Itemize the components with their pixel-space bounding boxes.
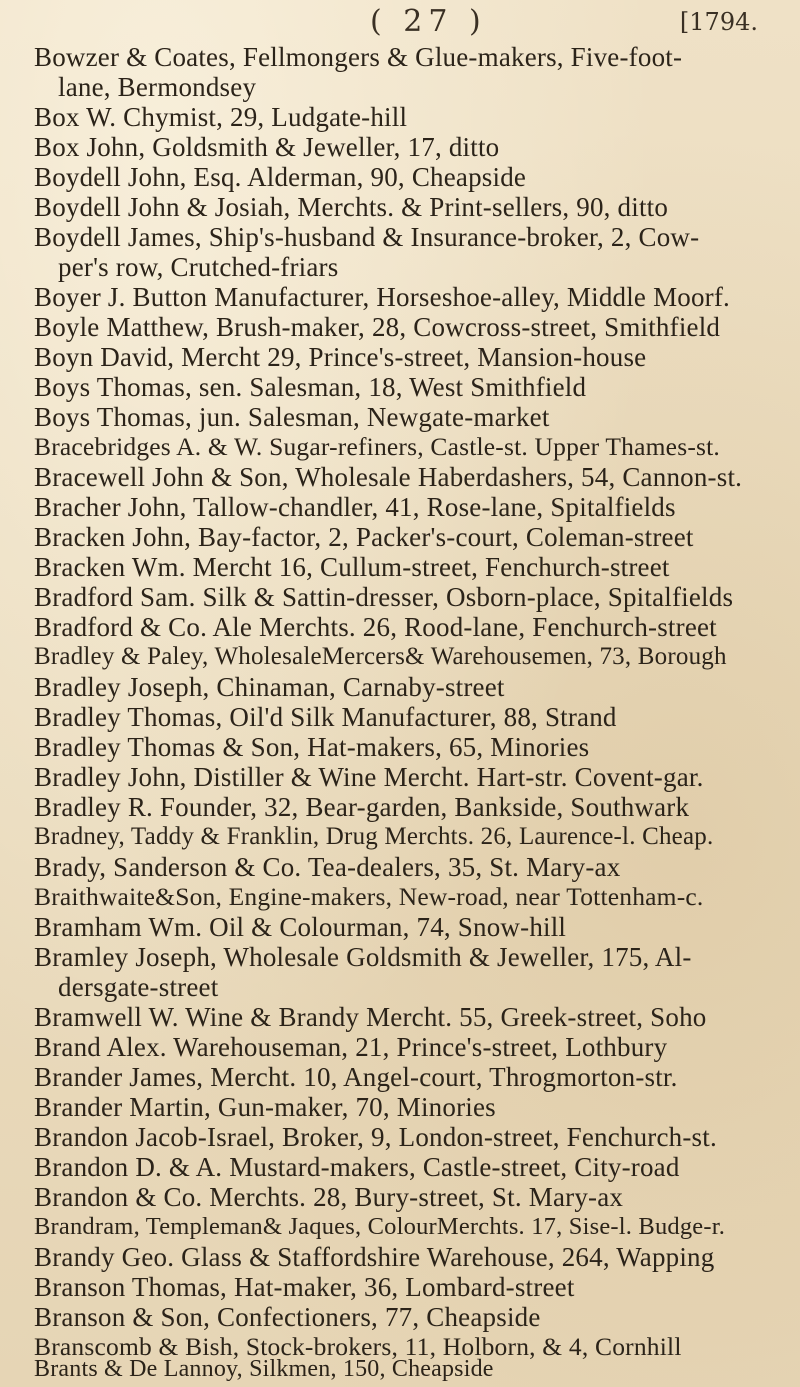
- directory-entry: Boys Thomas, sen. Salesman, 18, West Smithfield: [34, 372, 587, 402]
- directory-entry: Bracebridges A. & W. Sugar-refiners, Castle-st. Upper Thames-st.: [34, 432, 720, 461]
- directory-entry: Brandon D. & A. Mustard-makers, Castle-street, City-road: [34, 1152, 680, 1182]
- directory-entry: Boydell James, Ship's-husband & Insurance-broker, 2, Cow-: [34, 222, 700, 252]
- directory-entry: Bradley & Paley, WholesaleMercers& Warehousemen, 73, Borough: [34, 643, 727, 670]
- directory-entry: Boyle Matthew, Brush-maker, 28, Cowcross-street, Smithfield: [34, 312, 721, 342]
- directory-entry: Box John, Goldsmith & Jeweller, 17, ditto: [34, 132, 500, 162]
- directory-entry: Boydell John, Esq. Alderman, 90, Cheapside: [34, 162, 527, 192]
- directory-entry: Bramley Joseph, Wholesale Goldsmith & Jeweller, 175, Al-: [34, 942, 692, 972]
- directory-entry: Bradley Thomas & Son, Hat-makers, 65, Minories: [34, 732, 590, 762]
- directory-entry: Bradford Sam. Silk & Sattin-dresser, Osborn-place, Spitalfields: [34, 582, 734, 612]
- directory-entry: lane, Bermondsey: [58, 72, 257, 102]
- directory-entry: Boyer J. Button Manufacturer, Horseshoe-alley, Middle Moorf.: [34, 282, 731, 312]
- page-number: ( 27 ): [370, 4, 487, 39]
- page-year: [1794.: [679, 8, 758, 36]
- directory-entry: Brandon & Co. Merchts. 28, Bury-street, St. Mary-ax: [34, 1182, 624, 1212]
- directory-entry: Brander Martin, Gun-maker, 70, Minories: [34, 1092, 496, 1122]
- directory-entry: Bracher John, Tallow-chandler, 41, Rose-lane, Spitalfields: [34, 492, 676, 522]
- directory-entry: Brady, Sanderson & Co. Tea-dealers, 35, St. Mary-ax: [34, 852, 621, 882]
- directory-entry: Bradley Joseph, Chinaman, Carnaby-street: [34, 672, 505, 702]
- directory-entry: Bradford & Co. Ale Merchts. 26, Rood-lane, Fenchurch-street: [34, 612, 717, 642]
- directory-entry: Bracewell John & Son, Wholesale Haberdashers, 54, Cannon-st.: [34, 462, 743, 492]
- directory-entry: Branson Thomas, Hat-maker, 36, Lombard-street: [34, 1272, 575, 1302]
- directory-entry: Bowzer & Coates, Fellmongers & Glue-makers, Five-foot-: [34, 42, 683, 72]
- directory-entry: Branscomb & Bish, Stock-brokers, 11, Holborn, & 4, Cornhill: [34, 1332, 682, 1361]
- directory-entry: Brand Alex. Warehouseman, 21, Prince's-street, Lothbury: [34, 1032, 668, 1062]
- directory-entry: Bradley R. Founder, 32, Bear-garden, Bankside, Southwark: [34, 792, 690, 822]
- directory-entry: Boyn David, Mercht 29, Prince's-street, Mansion-house: [34, 342, 647, 372]
- directory-entry: Brandy Geo. Glass & Staffordshire Warehouse, 264, Wapping: [34, 1242, 715, 1272]
- directory-entry: Brants & De Lannoy, Silkmen, 150, Cheapside: [34, 1356, 494, 1382]
- directory-entry: Boydell John & Josiah, Merchts. & Print-sellers, 90, ditto: [34, 192, 669, 222]
- directory-entry: Bracken John, Bay-factor, 2, Packer's-court, Coleman-street: [34, 522, 694, 552]
- directory-entry: Bradney, Taddy & Franklin, Drug Merchts. 26, Laurence-l. Cheap.: [34, 823, 714, 850]
- directory-entry: dersgate-street: [58, 972, 219, 1002]
- directory-entry: per's row, Crutched-friars: [58, 252, 339, 282]
- directory-entry: Brandram, Templeman& Jaques, ColourMerchts. 17, Sise-l. Budge-r.: [34, 1213, 726, 1240]
- directory-entry: Brandon Jacob-Israel, Broker, 9, London-street, Fenchurch-st.: [34, 1122, 717, 1152]
- directory-entry: Box W. Chymist, 29, Ludgate-hill: [34, 102, 408, 132]
- directory-entry: Branson & Son, Confectioners, 77, Cheapside: [34, 1302, 541, 1332]
- directory-entry: Brander James, Mercht. 10, Angel-court, Throgmorton-str.: [34, 1062, 678, 1092]
- page-header: [0, 4, 800, 44]
- directory-entry: Boys Thomas, jun. Salesman, Newgate-market: [34, 402, 550, 432]
- directory-entry: Bramwell W. Wine & Brandy Mercht. 55, Greek-street, Soho: [34, 1002, 707, 1032]
- directory-entry: Bradley Thomas, Oil'd Silk Manufacturer, 88, Strand: [34, 702, 617, 732]
- directory-entry: Bradley John, Distiller & Wine Mercht. Hart-str. Covent-gar.: [34, 762, 704, 792]
- directory-entry: Bramham Wm. Oil & Colourman, 74, Snow-hill: [34, 912, 567, 942]
- directory-entry: Bracken Wm. Mercht 16, Cullum-street, Fenchurch-street: [34, 552, 670, 582]
- directory-entry: Braithwaite&Son, Engine-makers, New-road, near Tottenham-c.: [34, 882, 704, 911]
